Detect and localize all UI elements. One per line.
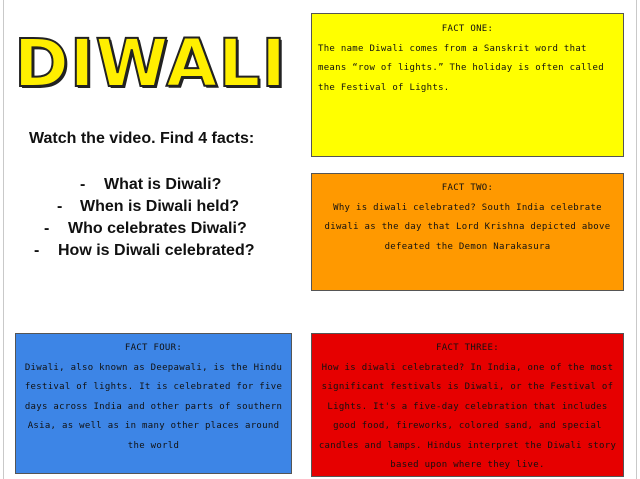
bullet-dash: -: [34, 242, 40, 259]
page-title: DIWALI: [14, 25, 287, 102]
fact-four-text: Diwali, also known as Deepawali, is the Hindu festival of lights. It is celebrated for five days across India and other parts of southern Asia, as well as in many other places around the world: [24, 362, 283, 451]
fact-four-box[interactable]: [15, 333, 292, 474]
left-edge-line: [3, 0, 4, 479]
fact-three-box[interactable]: [311, 333, 624, 477]
bullet-dash: -: [80, 176, 86, 193]
fact-four-label: FACT FOUR:: [124, 343, 183, 353]
question-item: [24, 218, 304, 240]
instructions-panel: [24, 130, 304, 262]
fact-two-text: Why is diwali celebrated? South India celebrate diwali as the day that Lord Krishna depicted above defeated the Demon Narakasura: [324, 202, 611, 252]
fact-three-label: FACT THREE:: [436, 343, 499, 353]
fact-two-label: FACT TWO:: [441, 183, 494, 193]
fact-two-box[interactable]: [311, 173, 624, 291]
bullet-dash: -: [57, 198, 63, 215]
question-text: Who celebrates Diwali?: [68, 220, 247, 237]
question-text: When is Diwali held?: [80, 198, 240, 215]
fact-one-box[interactable]: [311, 13, 624, 157]
question-text: How is Diwali celebrated?: [58, 242, 255, 259]
fact-one-text: The name Diwali comes from a Sanskrit word that means “row of lights.” The holiday is often called the Festival of Lights.: [318, 43, 604, 93]
question-item: [24, 196, 304, 218]
question-text: What is Diwali?: [104, 176, 222, 193]
instructions-heading: Watch the video. Find 4 facts:: [29, 130, 255, 147]
fact-three-text: How is diwali celebrated? In India, one of the most significant festivals is Diwali, or the Festival of Lights. It's a five-day celebration that includes good food, fireworks, colored sand, and special candles and lamps. Hindus interpret the Diwali story based upon where they live.: [318, 362, 617, 470]
question-item: [24, 240, 304, 262]
bullet-dash: -: [44, 220, 50, 237]
question-item: [24, 174, 304, 196]
fact-one-label: FACT ONE:: [441, 24, 494, 34]
right-edge-line: [636, 0, 637, 479]
